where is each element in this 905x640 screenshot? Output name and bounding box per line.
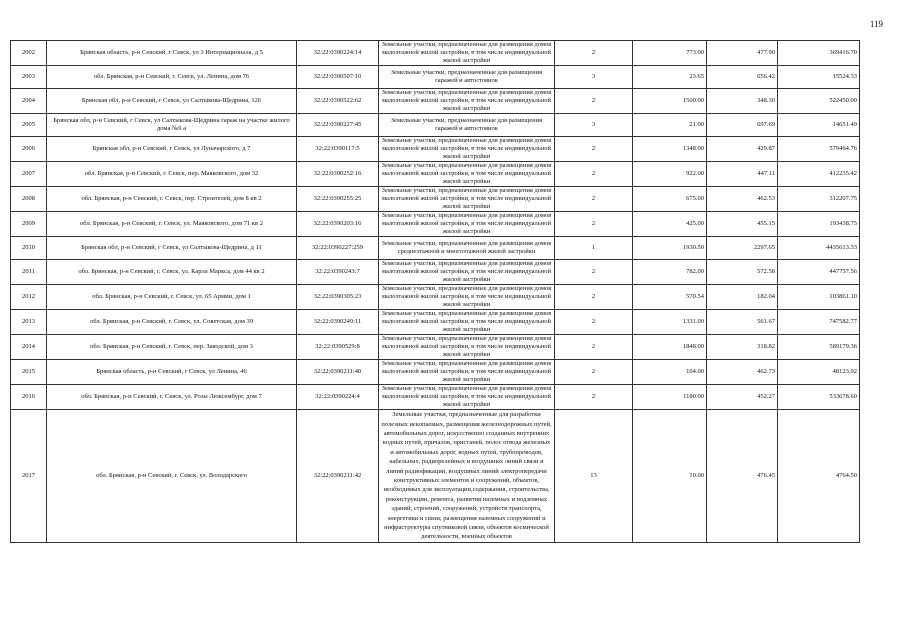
- row-cadastral-number: 32:22:0390522:62: [297, 89, 379, 114]
- row-land-use: Земельные участки, предназначенные для размещения домов малоэтажной жилой застройки, в том числе индивидуальной жилой застройки: [379, 285, 555, 310]
- row-category: 2: [555, 260, 633, 285]
- row-address: Брянская обл, р-н Севский, г Севск, ул Салтыкова-Щедрина гараж на участке жилого дома №9 а: [47, 114, 297, 137]
- row-land-use: Земельные участки, предназначенные для размещения домов малоэтажной жилой застройки, в том числе индивидуальной жилой застройки: [379, 212, 555, 237]
- row-cadastral-value: 589179.36: [778, 335, 860, 360]
- row-cadastral-value: 14651.49: [778, 114, 860, 137]
- table-row: [11, 410, 860, 543]
- row-land-use: Земельные участки, предназначенные для размещения домов малоэтажной жилой застройки, в том числе индивидуальной жилой застройки: [379, 162, 555, 187]
- row-area: 773.00: [633, 41, 707, 66]
- row-specific-value: 348.30: [707, 89, 778, 114]
- row-area: 1930.50: [633, 237, 707, 260]
- row-area: 104.00: [633, 360, 707, 385]
- row-land-use: Земельные участки, предназначенные для размещения гаражей и автостоянок: [379, 114, 555, 137]
- row-specific-value: 455.15: [707, 212, 778, 237]
- row-area: 1848.00: [633, 335, 707, 360]
- row-address: Брянская область, р-н Севский, г Севск, ул 3 Интернационала, д 5: [47, 41, 297, 66]
- table-row: [11, 385, 860, 410]
- row-number: 2017: [11, 410, 47, 543]
- table-row: [11, 260, 860, 285]
- row-cadastral-number: 32:22:0390507:10: [297, 66, 379, 89]
- row-cadastral-number: 32:22:0390243:7: [297, 260, 379, 285]
- row-number: 2014: [11, 335, 47, 360]
- row-area: 782.00: [633, 260, 707, 285]
- row-area: 570.54: [633, 285, 707, 310]
- row-land-use: Земельные участки, предназначенные для размещения домов малоэтажной жилой застройки, в том числе индивидуальной жилой застройки: [379, 335, 555, 360]
- row-area: 1180.00: [633, 385, 707, 410]
- row-area: 922.00: [633, 162, 707, 187]
- row-number: 2002: [11, 41, 47, 66]
- row-specific-value: 2297.65: [707, 237, 778, 260]
- row-cadastral-value: 4435613.33: [778, 237, 860, 260]
- row-specific-value: 561.67: [707, 310, 778, 335]
- row-category: 2: [555, 385, 633, 410]
- row-land-use: Земельные участки, предназначенные для размещения домов малоэтажной жилой застройки, в том числе индивидуальной жилой застройки: [379, 187, 555, 212]
- row-cadastral-value: 48123.92: [778, 360, 860, 385]
- row-cadastral-value: 522450.00: [778, 89, 860, 114]
- row-specific-value: 452.27: [707, 385, 778, 410]
- row-land-use: Земельные участки, предназначенные для размещения домов малоэтажной жилой застройки, в том числе индивидуальной жилой застройки: [379, 360, 555, 385]
- row-number: 2006: [11, 137, 47, 162]
- row-cadastral-number: 32:22:0390227:259: [297, 237, 379, 260]
- row-specific-value: 447.11: [707, 162, 778, 187]
- row-cadastral-number: 32:22:0390224:14: [297, 41, 379, 66]
- row-land-use: Земельные участки, предназначенные для размещения домов малоэтажной жилой застройки, в том числе индивидуальной жилой застройки: [379, 89, 555, 114]
- row-category: 2: [555, 89, 633, 114]
- row-cadastral-value: 412235.42: [778, 162, 860, 187]
- table-row: [11, 335, 860, 360]
- row-area: 1500.00: [633, 89, 707, 114]
- row-number: 2007: [11, 162, 47, 187]
- row-category: 3: [555, 114, 633, 137]
- row-area: 1331.00: [633, 310, 707, 335]
- row-specific-value: 182.04: [707, 285, 778, 310]
- row-number: 2004: [11, 89, 47, 114]
- row-cadastral-number: 32:22:0390224:4: [297, 385, 379, 410]
- row-address: обл. Брянская, р-н Севский, г. Севск, ул. Розы Люксембург, дом 7: [47, 385, 297, 410]
- row-cadastral-value: 103861.10: [778, 285, 860, 310]
- row-cadastral-number: 32:22:0390203:16: [297, 212, 379, 237]
- row-address: обл. Брянская, р-н Севский, г. Севск, ул. Володарского: [47, 410, 297, 543]
- row-address: Брянская обл, р-н Севский, г Севск, ул Луначарского, д 7: [47, 137, 297, 162]
- table-row: [11, 162, 860, 187]
- row-address: обл. Брянская, р-н Севский, г. Севск, пер. Строителей, дом 8 кв 2: [47, 187, 297, 212]
- row-cadastral-number: 32:22:0390211:40: [297, 360, 379, 385]
- row-number: 2010: [11, 237, 47, 260]
- row-land-use: Земельные участки, предназначенные для размещения домов малоэтажной жилой застройки, в том числе индивидуальной жилой застройки: [379, 41, 555, 66]
- row-cadastral-value: 579464.76: [778, 137, 860, 162]
- row-number: 2016: [11, 385, 47, 410]
- row-address: обл. Брянская, р-н Севский, г. Севск, ул. 65 Армии, дом 1: [47, 285, 297, 310]
- row-category: 2: [555, 310, 633, 335]
- row-area: 675.00: [633, 187, 707, 212]
- row-land-use: Земельные участки, предназначенные для размещения домов малоэтажной жилой застройки, в том числе индивидуальной жилой застройки: [379, 310, 555, 335]
- row-cadastral-value: 747582.77: [778, 310, 860, 335]
- table-row: [11, 237, 860, 260]
- row-category: 2: [555, 212, 633, 237]
- table-row: [11, 114, 860, 137]
- row-address: обл. Брянская, р-н Севский, г. Севск, ул. Маяковского, дом 71 кв 2: [47, 212, 297, 237]
- row-number: 2012: [11, 285, 47, 310]
- row-specific-value: 477.90: [707, 41, 778, 66]
- row-specific-value: 697.69: [707, 114, 778, 137]
- row-number: 2003: [11, 66, 47, 89]
- row-area: 23.65: [633, 66, 707, 89]
- row-number: 2008: [11, 187, 47, 212]
- row-area: 425.00: [633, 212, 707, 237]
- row-cadastral-value: 4764.50: [778, 410, 860, 543]
- row-address: обл. Брянская, р-н Севский, г. Севск, ул. Карла Маркса, дом 44 кв 2: [47, 260, 297, 285]
- row-cadastral-value: 533678.60: [778, 385, 860, 410]
- row-address: Брянская обл, р-н Севский, г Севск, ул Салтыкова-Щедрина, д 11: [47, 237, 297, 260]
- table-row: [11, 310, 860, 335]
- row-area: 10.00: [633, 410, 707, 543]
- row-area: 21.00: [633, 114, 707, 137]
- row-category: 2: [555, 285, 633, 310]
- row-category: 2: [555, 360, 633, 385]
- row-category: 3: [555, 66, 633, 89]
- row-category: 2: [555, 187, 633, 212]
- row-specific-value: 429.87: [707, 137, 778, 162]
- row-cadastral-number: 32:22:0390529:8: [297, 335, 379, 360]
- row-cadastral-value: 447757.56: [778, 260, 860, 285]
- row-cadastral-number: 32:22:0390117:5: [297, 137, 379, 162]
- row-address: Брянская область, р-н Севский, г Севск, ул Ленина, 46: [47, 360, 297, 385]
- row-cadastral-value: 15524.33: [778, 66, 860, 89]
- row-category: 2: [555, 137, 633, 162]
- row-cadastral-number: 32:22:0390249:11: [297, 310, 379, 335]
- table-row: [11, 212, 860, 237]
- row-address: обл. Брянская, р-н Севский, г. Севск, ул. Ленина, дом 76: [47, 66, 297, 89]
- row-category: 2: [555, 41, 633, 66]
- table-row: [11, 360, 860, 385]
- row-cadastral-value: 312207.75: [778, 187, 860, 212]
- row-land-use: Земельные участки, предназначенные для размещения домов малоэтажной жилой застройки, в том числе индивидуальной жилой застройки: [379, 137, 555, 162]
- row-specific-value: 318.82: [707, 335, 778, 360]
- page-number: 119: [869, 19, 883, 29]
- row-address: Брянская обл, р-н Севский, г Севск, ул Салтыкова-Щедрина, 126: [47, 89, 297, 114]
- row-cadastral-number: 32:22:0390255:25: [297, 187, 379, 212]
- row-land-use: Земельные участки, предназначенные для размещения домов малоэтажной жилой застройки, в том числе индивидуальной жилой застройки: [379, 260, 555, 285]
- row-address: обл. Брянская, р-н Севский, г. Севск, ул. Советская, дом 39: [47, 310, 297, 335]
- row-land-use: Земельные участки, предназначенные для размещения гаражей и автостоянок: [379, 66, 555, 89]
- cadastral-value-table: [10, 40, 860, 543]
- row-specific-value: 572.58: [707, 260, 778, 285]
- row-specific-value: 656.42: [707, 66, 778, 89]
- row-cadastral-number: 32:22:0390305:23: [297, 285, 379, 310]
- row-cadastral-number: 32:22:0390252:16: [297, 162, 379, 187]
- row-number: 2011: [11, 260, 47, 285]
- table-row: [11, 66, 860, 89]
- row-land-use: Земельные участки, предназначенные для разработки полезных ископаемых, размещения железнодорожных путей, автомобильных дорог, искусственно созданных внутренних водных путей, причалов, пристаней, полос отвода железных и автомобильных дорог, водных путей, трубопроводов, кабельных, радиорелейных и воздушных линий связи и линий радиофикации, воздушных линий электропередачи конструктивных элементов и сооружений, объектов, необходимых для эксплуатации,содержания, строительства, реконструкции, ремонта, развития наземных и подземных зданий, строений, сооружений, устройств транспорта, энергетики и связи; размещения наземных сооружений и инфраструктуры спутниковой связи, объектов космической деятельности, военных объектов: [379, 410, 555, 543]
- row-number: 2013: [11, 310, 47, 335]
- row-specific-value: 462.53: [707, 187, 778, 212]
- row-address: обл. Брянская, р-н Севский, г. Севск, пер. Маяковского, дом 32: [47, 162, 297, 187]
- table-row: [11, 89, 860, 114]
- row-number: 2015: [11, 360, 47, 385]
- table-row: [11, 187, 860, 212]
- row-category: 2: [555, 162, 633, 187]
- row-specific-value: 476.45: [707, 410, 778, 543]
- row-specific-value: 462.73: [707, 360, 778, 385]
- row-cadastral-number: 32:22:0390211:42: [297, 410, 379, 543]
- row-number: 2005: [11, 114, 47, 137]
- row-cadastral-number: 32:22:0390227:45: [297, 114, 379, 137]
- table-row: [11, 285, 860, 310]
- row-area: 1348.00: [633, 137, 707, 162]
- table-row: [11, 137, 860, 162]
- row-cadastral-value: 193438.75: [778, 212, 860, 237]
- row-category: 2: [555, 335, 633, 360]
- table-row: [11, 41, 860, 66]
- table-body: [11, 41, 860, 543]
- row-category: 13: [555, 410, 633, 543]
- row-category: 1: [555, 237, 633, 260]
- row-cadastral-value: 369416.70: [778, 41, 860, 66]
- row-land-use: Земельные участки, предназначенные для размещения домов среднеэтажной и многоэтажной жилой застройки: [379, 237, 555, 260]
- row-address: обл. Брянская, р-н Севский, г. Севск, пер. Заводской, дом 3: [47, 335, 297, 360]
- row-number: 2009: [11, 212, 47, 237]
- row-land-use: Земельные участки, предназначенные для размещения домов малоэтажной жилой застройки, в том числе индивидуальной жилой застройки: [379, 385, 555, 410]
